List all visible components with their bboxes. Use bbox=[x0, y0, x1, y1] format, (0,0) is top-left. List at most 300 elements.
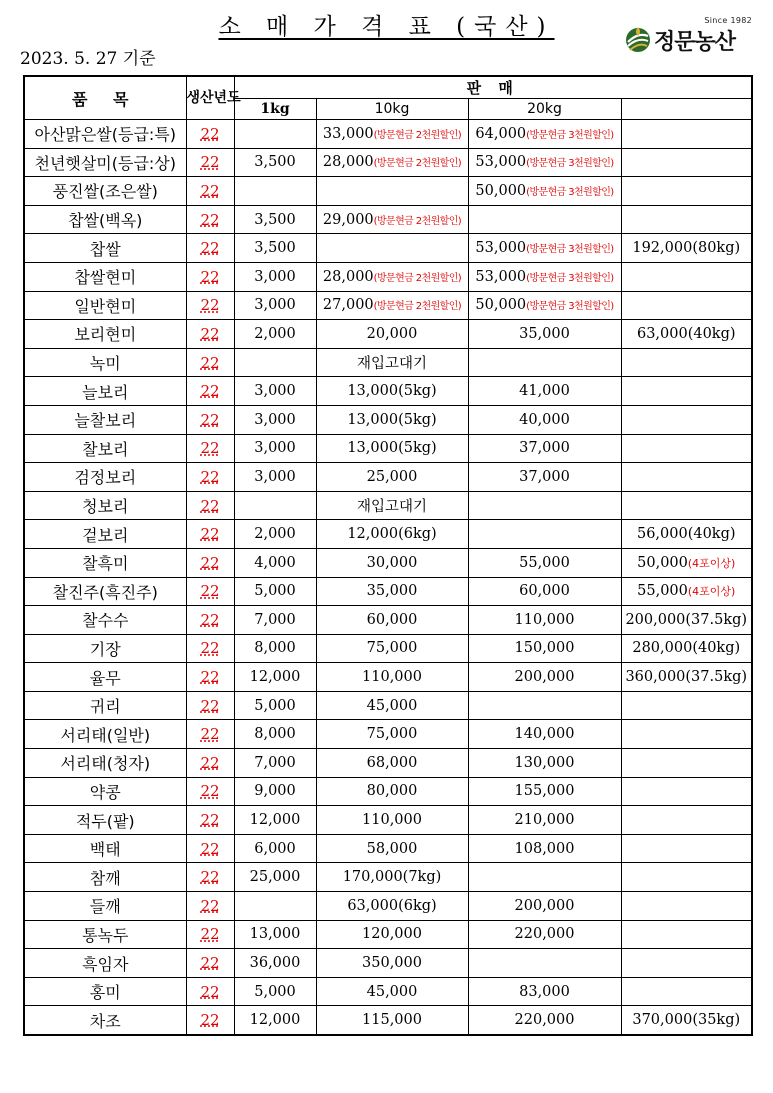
price-extra bbox=[621, 548, 752, 577]
price-10kg-note: (방문현금 2천원할인) bbox=[373, 215, 462, 227]
item-name bbox=[24, 977, 186, 1006]
item-name-value: 귀리 bbox=[89, 697, 121, 717]
price-10kg-value: 29,000 bbox=[322, 211, 374, 228]
price-10kg bbox=[316, 205, 468, 234]
price-extra-value: 370,000(35kg) bbox=[632, 1012, 741, 1029]
production-year bbox=[186, 291, 234, 320]
price-1kg bbox=[234, 606, 316, 635]
price-extra-value: 200,000(37.5kg) bbox=[625, 611, 748, 628]
item-name bbox=[24, 577, 186, 606]
item-name-value: 홍미 bbox=[89, 983, 121, 1003]
price-20kg-note: (방문현금 3천원할인) bbox=[526, 301, 614, 313]
price-1kg-value: 12,000 bbox=[249, 1012, 301, 1029]
production-year-value: 22 bbox=[200, 181, 220, 200]
item-name-value: 찹쌀 bbox=[89, 239, 121, 259]
price-extra-value: 50,000 bbox=[637, 554, 688, 571]
item-name-value: 천년햇살미(등급:상) bbox=[34, 153, 177, 173]
price-20kg bbox=[468, 434, 621, 463]
production-year-value: 22 bbox=[200, 668, 220, 687]
production-year-value: 22 bbox=[200, 153, 220, 172]
price-1kg bbox=[234, 691, 316, 720]
item-name-value: 찰진주(흑진주) bbox=[52, 582, 158, 602]
price-extra bbox=[621, 606, 752, 635]
price-extra bbox=[621, 262, 752, 291]
price-10kg-value: 120,000 bbox=[362, 926, 422, 943]
production-year-value: 22 bbox=[200, 725, 220, 744]
price-1kg bbox=[234, 892, 316, 921]
table-row bbox=[24, 577, 752, 606]
price-extra bbox=[621, 405, 752, 434]
price-10kg bbox=[316, 634, 468, 663]
price-1kg bbox=[234, 491, 316, 520]
price-20kg bbox=[468, 949, 621, 978]
price-20kg-value: 37,000 bbox=[519, 440, 570, 457]
price-1kg bbox=[234, 234, 316, 263]
item-name bbox=[24, 663, 186, 692]
item-name bbox=[24, 863, 186, 892]
price-10kg-value: 재입고대기 bbox=[356, 499, 428, 516]
price-20kg-value: 60,000 bbox=[519, 583, 570, 600]
price-1kg bbox=[234, 806, 316, 835]
price-10kg-value: 68,000 bbox=[366, 754, 418, 771]
price-20kg bbox=[468, 405, 621, 434]
price-extra bbox=[621, 377, 752, 406]
item-name-value: 들깨 bbox=[89, 897, 121, 917]
price-1kg-value: 36,000 bbox=[249, 955, 301, 972]
table-row bbox=[24, 463, 752, 492]
price-10kg-value: 35,000 bbox=[366, 583, 418, 600]
production-year bbox=[186, 663, 234, 692]
price-20kg bbox=[468, 863, 621, 892]
table-row bbox=[24, 634, 752, 663]
price-10kg-note: (방문현금 2천원할인) bbox=[373, 129, 462, 141]
item-name-value: 검정보리 bbox=[74, 468, 137, 488]
price-extra-value: 360,000(37.5kg) bbox=[625, 669, 748, 686]
production-year bbox=[186, 463, 234, 492]
price-10kg-value: 110,000 bbox=[362, 669, 422, 686]
price-1kg bbox=[234, 663, 316, 692]
price-20kg bbox=[468, 548, 621, 577]
price-10kg bbox=[316, 577, 468, 606]
table-row bbox=[24, 834, 752, 863]
item-name bbox=[24, 463, 186, 492]
price-20kg bbox=[468, 806, 621, 835]
price-20kg bbox=[468, 377, 621, 406]
price-1kg-value: 13,000 bbox=[249, 926, 301, 943]
price-20kg bbox=[468, 120, 621, 149]
price-10kg-value: 75,000 bbox=[366, 726, 418, 743]
price-extra bbox=[621, 834, 752, 863]
price-1kg-value: 12,000 bbox=[249, 669, 301, 686]
production-year-value: 22 bbox=[200, 610, 220, 629]
production-year bbox=[186, 262, 234, 291]
price-10kg-value: 58,000 bbox=[366, 840, 418, 857]
price-10kg-value: 13,000(5kg) bbox=[347, 440, 437, 457]
price-extra bbox=[621, 491, 752, 520]
price-10kg-value: 13,000(5kg) bbox=[347, 411, 437, 428]
price-1kg-value: 3,000 bbox=[254, 297, 296, 314]
production-year-value: 22 bbox=[200, 467, 220, 486]
production-year bbox=[186, 977, 234, 1006]
item-name-value: 겉보리 bbox=[82, 525, 129, 545]
table-row bbox=[24, 548, 752, 577]
price-extra bbox=[621, 691, 752, 720]
item-name-value: 일반현미 bbox=[74, 296, 137, 316]
item-name bbox=[24, 892, 186, 921]
price-extra-value: 55,000 bbox=[637, 583, 688, 600]
logo-name: 정문농산 bbox=[654, 30, 736, 55]
table-row bbox=[24, 262, 752, 291]
price-1kg bbox=[234, 377, 316, 406]
price-20kg-value: 200,000 bbox=[514, 669, 575, 686]
price-1kg bbox=[234, 977, 316, 1006]
item-name-value: 흑임자 bbox=[82, 954, 129, 974]
price-10kg bbox=[316, 892, 468, 921]
price-table bbox=[23, 75, 753, 1036]
item-name-value: 찰흑미 bbox=[82, 554, 129, 574]
price-1kg-value: 3,000 bbox=[254, 411, 296, 428]
table-row bbox=[24, 777, 752, 806]
price-20kg-value: 53,000 bbox=[475, 240, 527, 257]
item-name bbox=[24, 548, 186, 577]
price-extra-value: 280,000(40kg) bbox=[632, 640, 741, 657]
price-1kg-value: 5,000 bbox=[254, 697, 296, 714]
price-1kg bbox=[234, 777, 316, 806]
price-10kg-value: 60,000 bbox=[366, 611, 418, 628]
price-10kg bbox=[316, 806, 468, 835]
price-1kg bbox=[234, 205, 316, 234]
price-extra bbox=[621, 520, 752, 549]
price-extra bbox=[621, 749, 752, 778]
item-name bbox=[24, 834, 186, 863]
item-name bbox=[24, 691, 186, 720]
price-10kg bbox=[316, 320, 468, 349]
price-1kg-value: 12,000 bbox=[249, 812, 301, 829]
price-extra bbox=[621, 320, 752, 349]
price-10kg-value: 28,000 bbox=[322, 154, 374, 171]
item-name bbox=[24, 120, 186, 149]
price-extra-value: 56,000(40kg) bbox=[636, 526, 736, 543]
price-20kg bbox=[468, 205, 621, 234]
price-20kg bbox=[468, 577, 621, 606]
price-20kg-value: 53,000 bbox=[475, 154, 527, 171]
price-10kg bbox=[316, 348, 468, 377]
price-20kg bbox=[468, 720, 621, 749]
price-10kg-note: (방문현금 2천원할인) bbox=[373, 158, 462, 170]
price-10kg bbox=[316, 606, 468, 635]
price-1kg-value: 3,000 bbox=[254, 440, 296, 457]
production-year bbox=[186, 834, 234, 863]
price-extra-value: 192,000(80kg) bbox=[632, 240, 741, 257]
price-20kg bbox=[468, 148, 621, 177]
price-10kg bbox=[316, 548, 468, 577]
price-20kg bbox=[468, 977, 621, 1006]
item-name bbox=[24, 377, 186, 406]
price-20kg bbox=[468, 520, 621, 549]
price-10kg-value: 350,000 bbox=[362, 955, 422, 972]
price-extra bbox=[621, 577, 752, 606]
production-year-value: 22 bbox=[200, 496, 220, 515]
production-year bbox=[186, 863, 234, 892]
production-year bbox=[186, 148, 234, 177]
price-extra bbox=[621, 234, 752, 263]
price-10kg bbox=[316, 777, 468, 806]
table-row bbox=[24, 177, 752, 206]
production-year bbox=[186, 348, 234, 377]
price-rows bbox=[24, 120, 752, 1036]
price-1kg-value: 3,000 bbox=[254, 268, 296, 285]
price-20kg-value: 200,000 bbox=[514, 897, 575, 914]
price-10kg bbox=[316, 691, 468, 720]
production-year-value: 22 bbox=[200, 410, 220, 429]
price-extra bbox=[621, 806, 752, 835]
table-row bbox=[24, 234, 752, 263]
price-20kg-value: 110,000 bbox=[514, 611, 575, 628]
production-year bbox=[186, 949, 234, 978]
item-name-value: 보리현미 bbox=[74, 325, 137, 345]
price-extra bbox=[621, 777, 752, 806]
price-10kg bbox=[316, 749, 468, 778]
table-row bbox=[24, 749, 752, 778]
price-1kg-value: 3,000 bbox=[254, 468, 296, 485]
production-year bbox=[186, 892, 234, 921]
price-1kg bbox=[234, 348, 316, 377]
item-name-value: 녹미 bbox=[89, 354, 121, 374]
price-1kg-value: 4,000 bbox=[254, 554, 296, 571]
price-20kg-note: (방문현금 3천원할인) bbox=[526, 186, 614, 198]
production-year bbox=[186, 377, 234, 406]
price-10kg bbox=[316, 405, 468, 434]
production-year-value: 22 bbox=[200, 868, 220, 887]
table-row bbox=[24, 148, 752, 177]
price-20kg-value: 50,000 bbox=[475, 297, 527, 314]
price-1kg bbox=[234, 405, 316, 434]
table-row bbox=[24, 977, 752, 1006]
production-year bbox=[186, 1006, 234, 1035]
table-row bbox=[24, 949, 752, 978]
price-1kg bbox=[234, 320, 316, 349]
table-row bbox=[24, 720, 752, 749]
item-name-value: 찰수수 bbox=[82, 611, 129, 631]
price-10kg bbox=[316, 1006, 468, 1035]
price-1kg bbox=[234, 577, 316, 606]
item-name-value: 통녹두 bbox=[82, 925, 129, 945]
item-name-value: 서리태(일반) bbox=[60, 725, 151, 745]
price-extra bbox=[621, 920, 752, 949]
price-10kg-value: 110,000 bbox=[362, 812, 422, 829]
production-year bbox=[186, 177, 234, 206]
price-20kg-value: 210,000 bbox=[514, 812, 575, 829]
price-10kg bbox=[316, 262, 468, 291]
price-20kg-value: 53,000 bbox=[475, 268, 527, 285]
price-extra bbox=[621, 720, 752, 749]
item-name bbox=[24, 348, 186, 377]
price-10kg-value: 45,000 bbox=[366, 697, 418, 714]
price-20kg bbox=[468, 834, 621, 863]
production-year-value: 22 bbox=[200, 639, 220, 658]
date-label: 2023. 5. 27 기준 bbox=[20, 49, 156, 69]
price-20kg-value: 40,000 bbox=[519, 411, 570, 428]
item-name-value: 찰보리 bbox=[82, 439, 129, 459]
production-year-value: 22 bbox=[200, 553, 220, 572]
production-year bbox=[186, 520, 234, 549]
price-1kg bbox=[234, 177, 316, 206]
price-extra bbox=[621, 120, 752, 149]
price-10kg-value: 28,000 bbox=[322, 268, 374, 285]
price-20kg-value: 55,000 bbox=[519, 554, 570, 571]
price-extra bbox=[621, 949, 752, 978]
price-extra-note: (4포이상) bbox=[687, 585, 736, 599]
item-name bbox=[24, 777, 186, 806]
price-1kg bbox=[234, 262, 316, 291]
item-name bbox=[24, 205, 186, 234]
table-row bbox=[24, 863, 752, 892]
production-year bbox=[186, 777, 234, 806]
price-20kg bbox=[468, 262, 621, 291]
price-1kg-value: 7,000 bbox=[254, 754, 296, 771]
price-extra bbox=[621, 177, 752, 206]
price-10kg bbox=[316, 920, 468, 949]
price-1kg-value: 8,000 bbox=[254, 726, 296, 743]
price-20kg bbox=[468, 920, 621, 949]
price-20kg-value: 140,000 bbox=[514, 726, 575, 743]
price-extra bbox=[621, 205, 752, 234]
price-20kg bbox=[468, 606, 621, 635]
price-20kg bbox=[468, 491, 621, 520]
production-year-value: 22 bbox=[200, 839, 220, 858]
item-name bbox=[24, 1006, 186, 1035]
price-10kg-value: 75,000 bbox=[366, 640, 418, 657]
price-1kg bbox=[234, 120, 316, 149]
item-name-value: 기장 bbox=[89, 639, 121, 659]
rice-leaf-icon bbox=[624, 24, 652, 54]
price-20kg-value: 35,000 bbox=[519, 325, 570, 342]
item-name-value: 청보리 bbox=[82, 497, 129, 517]
price-10kg-value: 33,000 bbox=[322, 125, 374, 142]
production-year-value: 22 bbox=[200, 267, 220, 286]
production-year bbox=[186, 434, 234, 463]
production-year-value: 22 bbox=[200, 782, 220, 801]
price-10kg bbox=[316, 834, 468, 863]
price-10kg bbox=[316, 520, 468, 549]
price-20kg bbox=[468, 234, 621, 263]
price-10kg bbox=[316, 434, 468, 463]
price-20kg bbox=[468, 291, 621, 320]
price-10kg bbox=[316, 234, 468, 263]
price-extra bbox=[621, 863, 752, 892]
price-10kg-value: 재입고대기 bbox=[356, 356, 428, 373]
table-row bbox=[24, 606, 752, 635]
price-extra bbox=[621, 892, 752, 921]
header-20kg: 20kg bbox=[468, 99, 621, 120]
table-row bbox=[24, 377, 752, 406]
price-1kg-value: 9,000 bbox=[254, 783, 296, 800]
item-name-value: 찹쌀현미 bbox=[74, 268, 137, 288]
price-extra bbox=[621, 148, 752, 177]
table-row bbox=[24, 348, 752, 377]
item-name-value: 서리태(청자) bbox=[60, 754, 151, 774]
production-year-value: 22 bbox=[200, 353, 220, 372]
price-20kg bbox=[468, 892, 621, 921]
price-1kg bbox=[234, 1006, 316, 1035]
item-name bbox=[24, 634, 186, 663]
price-10kg bbox=[316, 463, 468, 492]
production-year-value: 22 bbox=[200, 382, 220, 401]
item-name-value: 아산맑은쌀(등급:특) bbox=[34, 125, 177, 145]
price-20kg-note: (방문현금 3천원할인) bbox=[526, 129, 614, 141]
production-year-value: 22 bbox=[200, 582, 220, 601]
item-name-value: 풍진쌀(조은쌀) bbox=[52, 182, 158, 202]
price-1kg-value: 3,500 bbox=[254, 240, 296, 257]
table-row bbox=[24, 120, 752, 149]
price-extra bbox=[621, 663, 752, 692]
price-1kg bbox=[234, 634, 316, 663]
price-1kg bbox=[234, 749, 316, 778]
price-10kg-note: (방문현금 2천원할인) bbox=[373, 301, 462, 313]
price-extra bbox=[621, 348, 752, 377]
production-year bbox=[186, 691, 234, 720]
item-name bbox=[24, 520, 186, 549]
price-1kg bbox=[234, 949, 316, 978]
production-year-value: 22 bbox=[200, 239, 220, 258]
price-20kg bbox=[468, 691, 621, 720]
price-1kg bbox=[234, 291, 316, 320]
production-year bbox=[186, 320, 234, 349]
price-20kg bbox=[468, 749, 621, 778]
price-20kg-value: 50,000 bbox=[475, 182, 527, 199]
price-20kg-value: 41,000 bbox=[519, 383, 570, 400]
item-name-value: 약콩 bbox=[89, 782, 121, 802]
price-10kg-value: 13,000(5kg) bbox=[347, 383, 437, 400]
production-year-value: 22 bbox=[200, 954, 220, 973]
price-10kg bbox=[316, 977, 468, 1006]
price-extra bbox=[621, 434, 752, 463]
price-1kg-value: 5,000 bbox=[254, 983, 296, 1000]
price-10kg bbox=[316, 663, 468, 692]
production-year-value: 22 bbox=[200, 324, 220, 343]
price-20kg bbox=[468, 777, 621, 806]
price-10kg-value: 170,000(7kg) bbox=[342, 869, 442, 886]
header-1kg: 1kg bbox=[234, 99, 316, 120]
price-1kg bbox=[234, 463, 316, 492]
production-year bbox=[186, 577, 234, 606]
item-name bbox=[24, 148, 186, 177]
item-name bbox=[24, 749, 186, 778]
item-name-value: 늘보리 bbox=[82, 382, 129, 402]
price-20kg-value: 155,000 bbox=[514, 783, 575, 800]
price-10kg bbox=[316, 863, 468, 892]
price-10kg-value: 115,000 bbox=[362, 1012, 422, 1029]
price-extra bbox=[621, 1006, 752, 1035]
price-1kg bbox=[234, 834, 316, 863]
price-1kg-value: 3,500 bbox=[254, 211, 296, 228]
price-1kg bbox=[234, 148, 316, 177]
price-extra bbox=[621, 463, 752, 492]
price-1kg-value: 3,000 bbox=[254, 383, 296, 400]
price-1kg bbox=[234, 863, 316, 892]
price-20kg bbox=[468, 663, 621, 692]
price-1kg-value: 5,000 bbox=[254, 583, 296, 600]
item-name bbox=[24, 291, 186, 320]
logo-since: Since 1982 bbox=[704, 16, 752, 25]
price-10kg bbox=[316, 120, 468, 149]
item-name bbox=[24, 320, 186, 349]
price-extra-note: (4포이상) bbox=[687, 556, 736, 570]
table-row bbox=[24, 920, 752, 949]
production-year bbox=[186, 491, 234, 520]
production-year bbox=[186, 120, 234, 149]
item-name-value: 차조 bbox=[89, 1011, 121, 1031]
